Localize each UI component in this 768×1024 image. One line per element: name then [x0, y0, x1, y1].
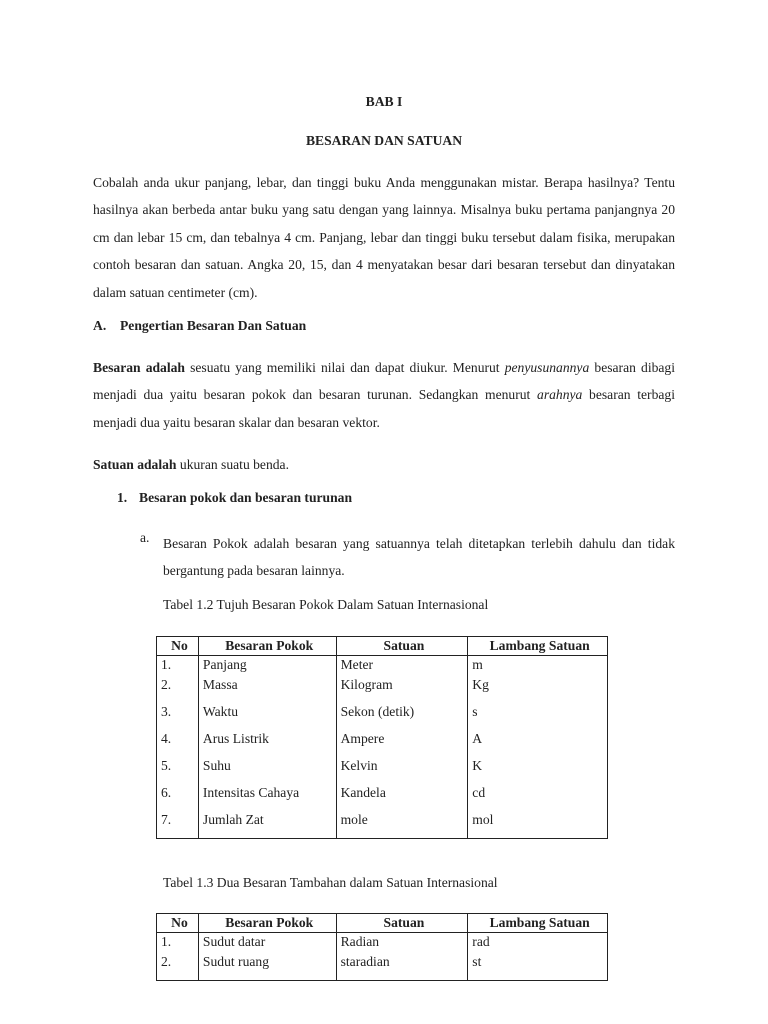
- table-row: [157, 730, 608, 757]
- table-cell: Sudut datar: [198, 933, 336, 954]
- besaran-italic-1: penyusunannya: [504, 360, 590, 375]
- table-cell: Sekon (detik): [336, 703, 468, 730]
- list-item-a-text: Besaran Pokok adalah besaran yang satuannya telah ditetapkan terlebih dahulu dan tidak bergantung pada besaran lainnya.: [163, 536, 675, 579]
- table-cell: Intensitas Cahaya: [198, 784, 336, 811]
- table-cell: cd: [468, 784, 608, 811]
- table-cell: st: [468, 953, 608, 981]
- table-cell: 2.: [157, 953, 199, 981]
- subsection-1-heading: [117, 490, 352, 506]
- table-row: [157, 811, 608, 839]
- subsection-1-label: 1.: [117, 490, 128, 505]
- table-header-row: [157, 914, 608, 933]
- table-cell: m: [468, 656, 608, 677]
- table-cell: Panjang: [198, 656, 336, 677]
- table-cell: Sudut ruang: [198, 953, 336, 981]
- table-cell: staradian: [336, 953, 468, 981]
- satuan-text: ukuran suatu benda.: [176, 457, 289, 472]
- column-header: Lambang Satuan: [468, 914, 608, 933]
- list-item-a: [140, 530, 675, 585]
- table-cell: 5.: [157, 757, 199, 784]
- table-cell: K: [468, 757, 608, 784]
- besaran-term: Besaran adalah: [93, 360, 185, 375]
- section-a-heading: [93, 318, 306, 334]
- chapter-heading: BAB I: [365, 94, 403, 109]
- table-cell: Jumlah Zat: [198, 811, 336, 839]
- column-header: Satuan: [336, 637, 468, 656]
- besaran-text-1: sesuatu yang memiliki nilai dan dapat diukur. Menurut: [184, 360, 505, 375]
- table-cell: 4.: [157, 730, 199, 757]
- table-cell: 7.: [157, 811, 199, 839]
- table-cell: Radian: [336, 933, 468, 954]
- table-row: [157, 656, 608, 677]
- column-header: Satuan: [336, 914, 468, 933]
- table-cell: Meter: [336, 656, 468, 677]
- section-a-label: A.: [93, 318, 107, 333]
- table1-caption: Tabel 1.2 Tujuh Besaran Pokok Dalam Satuan Internasional: [163, 597, 489, 612]
- column-header: No: [157, 914, 199, 933]
- table-row: [157, 703, 608, 730]
- table-cell: Kandela: [336, 784, 468, 811]
- table-cell: Suhu: [198, 757, 336, 784]
- table-header-row: [157, 637, 608, 656]
- table-cell: mole: [336, 811, 468, 839]
- table-cell: Ampere: [336, 730, 468, 757]
- table-cell: Kelvin: [336, 757, 468, 784]
- besaran-text-2: besaran dibagi menjadi dua yaitu besaran pokok dan besaran turunan. Sedangkan menurut: [93, 360, 675, 403]
- table-cell: s: [468, 703, 608, 730]
- column-header: Lambang Satuan: [468, 637, 608, 656]
- table-cell: 2.: [157, 676, 199, 703]
- column-header: Besaran Pokok: [198, 637, 336, 656]
- table-cell: 3.: [157, 703, 199, 730]
- chapter-title: BESARAN DAN SATUAN: [305, 133, 463, 148]
- table2-caption: Tabel 1.3 Dua Besaran Tambahan dalam Satuan Internasional: [163, 875, 498, 890]
- table-row: [157, 757, 608, 784]
- table-cell: A: [468, 730, 608, 757]
- table-besaran-pokok: [156, 636, 608, 839]
- section-a-text: Pengertian Besaran Dan Satuan: [120, 318, 307, 333]
- satuan-definition: [93, 451, 675, 478]
- table-cell: Kilogram: [336, 676, 468, 703]
- satuan-term: Satuan adalah: [93, 457, 177, 472]
- table-row: [157, 953, 608, 981]
- table-cell: Massa: [198, 676, 336, 703]
- intro-paragraph: Cobalah anda ukur panjang, lebar, dan tinggi buku Anda menggunakan mistar. Berapa hasilnya? Tentu hasilnya akan berbeda antar buku yang satu dengan yang lainnya. Misalnya buku pertama panjangnya 20 cm dan lebar 15 cm, dan tebalnya 4 cm. Panjang, lebar dan tinggi buku tersebut dalam fisika, merupakan contoh besaran dan satuan. Angka 20, 15, dan 4 menyatakan besar dari besaran tersebut dan dinyatakan dalam satuan centimeter (cm).: [93, 175, 675, 300]
- list-item-a-label: a.: [140, 530, 150, 545]
- table-row: [157, 676, 608, 703]
- column-header: Besaran Pokok: [198, 914, 336, 933]
- table-cell: Waktu: [198, 703, 336, 730]
- table-cell: 1.: [157, 933, 199, 954]
- table-cell: Arus Listrik: [198, 730, 336, 757]
- table-cell: rad: [468, 933, 608, 954]
- table-cell: mol: [468, 811, 608, 839]
- table-cell: 6.: [157, 784, 199, 811]
- table-row: [157, 933, 608, 954]
- besaran-italic-2: arahnya: [537, 387, 583, 403]
- table-row: [157, 784, 608, 811]
- besaran-definition: [93, 354, 675, 436]
- subsection-1-text: Besaran pokok dan besaran turunan: [139, 490, 353, 505]
- besaran-text-3: besaran terbagi menjadi dua yaitu besaran skalar dan besaran vektor.: [93, 387, 675, 430]
- table-cell: 1.: [157, 656, 199, 677]
- table-cell: Kg: [468, 676, 608, 703]
- column-header: No: [157, 637, 199, 656]
- table-besaran-tambahan: [156, 913, 608, 981]
